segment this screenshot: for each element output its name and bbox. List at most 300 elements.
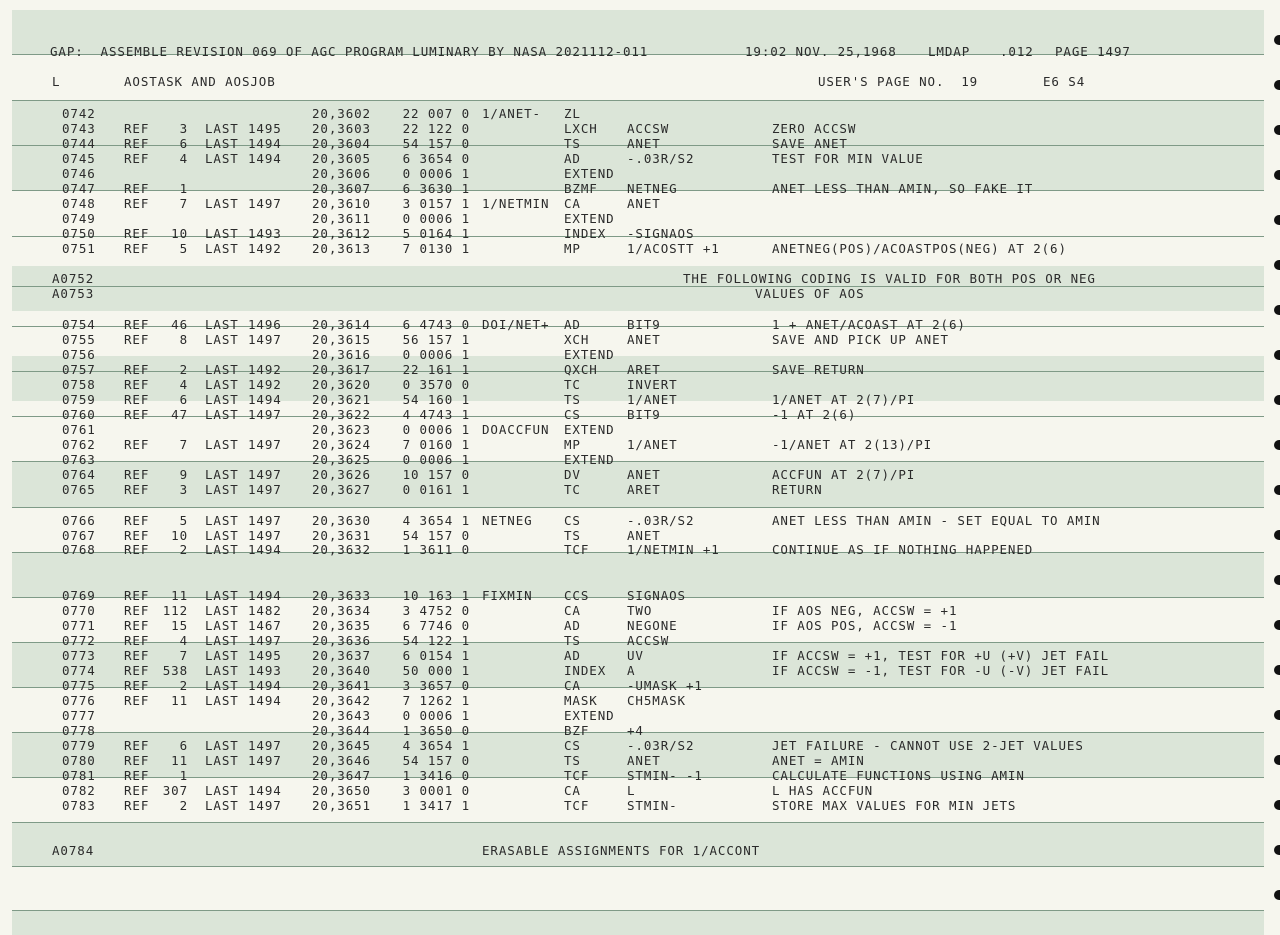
operand: UV (627, 648, 644, 663)
memory-address: 20,3603 (312, 121, 371, 136)
line-number: 0772 (62, 633, 96, 648)
octal-code: 22 161 1 (402, 362, 470, 377)
line-number: 0745 (62, 151, 96, 166)
line-number: 0782 (62, 783, 96, 798)
opcode: AD (564, 618, 581, 633)
last-page: 1497 (248, 196, 282, 211)
opcode: CS (564, 407, 581, 422)
ref-label: REF (124, 783, 150, 798)
ref-label: REF (124, 528, 150, 543)
octal-code: 7 1262 1 (402, 693, 470, 708)
ref-label: REF (124, 603, 150, 618)
ref-label: REF (124, 437, 150, 452)
octal-code: 0 0006 1 (402, 166, 470, 181)
line-number: 0765 (62, 482, 96, 497)
memory-address: 20,3642 (312, 693, 371, 708)
opcode: EXTEND (564, 211, 615, 226)
listing-row (0, 392, 1270, 407)
comment: CONTINUE AS IF NOTHING HAPPENED (772, 542, 1034, 557)
ref-count: 5 (179, 241, 188, 256)
last-label: LAST (205, 482, 239, 497)
last-page: 1492 (248, 362, 282, 377)
feed-hole-icon (1274, 305, 1280, 315)
opcode: CA (564, 196, 581, 211)
ref-count: 11 (171, 753, 188, 768)
ref-label: REF (124, 136, 150, 151)
octal-code: 6 4743 0 (402, 317, 470, 332)
ref-count: 11 (171, 693, 188, 708)
octal-code: 0 3570 0 (402, 377, 470, 392)
paper-band (12, 910, 1264, 935)
memory-address: 20,3616 (312, 347, 371, 362)
octal-code: 50 000 1 (402, 663, 470, 678)
line-number: 0764 (62, 467, 96, 482)
octal-code: 7 0160 1 (402, 437, 470, 452)
operand: BIT9 (627, 407, 661, 422)
operand: NETNEG (627, 181, 678, 196)
ref-label: REF (124, 467, 150, 482)
operand: ANET (627, 528, 661, 543)
memory-address: 20,3617 (312, 362, 371, 377)
comment: RETURN (772, 482, 823, 497)
listing-row (0, 347, 1270, 362)
line-number: 0762 (62, 437, 96, 452)
opcode: INDEX (564, 226, 607, 241)
line-number: 0777 (62, 708, 96, 723)
listing-row (0, 738, 1270, 753)
memory-address: 20,3606 (312, 166, 371, 181)
memory-address: 20,3647 (312, 768, 371, 783)
octal-code: 3 0157 1 (402, 196, 470, 211)
memory-address: 20,3645 (312, 738, 371, 753)
octal-code: 54 157 0 (402, 528, 470, 543)
ref-count: 47 (171, 407, 188, 422)
ref-count: 6 (179, 136, 188, 151)
line-number: 0757 (62, 362, 96, 377)
listing-row (0, 452, 1270, 467)
last-page: 1494 (248, 542, 282, 557)
memory-address: 20,3633 (312, 588, 371, 603)
listing-row (0, 377, 1270, 392)
symbol-label: 1/NETMIN (482, 196, 550, 211)
ref-label: REF (124, 648, 150, 663)
last-page: 1497 (248, 437, 282, 452)
paper-rule (12, 822, 1264, 823)
octal-code: 4 4743 1 (402, 407, 470, 422)
line-number: 0754 (62, 317, 96, 332)
operand: TWO (627, 603, 653, 618)
opcode: CS (564, 513, 581, 528)
line-number: 0779 (62, 738, 96, 753)
listing-row (0, 407, 1270, 422)
last-page: 1497 (248, 467, 282, 482)
opcode: TCF (564, 542, 590, 557)
line-number: 0780 (62, 753, 96, 768)
feed-hole-icon (1274, 710, 1280, 720)
line-number: 0771 (62, 618, 96, 633)
last-label: LAST (205, 241, 239, 256)
listing-row (0, 422, 1270, 437)
memory-address: 20,3641 (312, 678, 371, 693)
comment: CALCULATE FUNCTIONS USING AMIN (772, 768, 1025, 783)
memory-address: 20,3612 (312, 226, 371, 241)
operand: ANET (627, 467, 661, 482)
line-number: 0747 (62, 181, 96, 196)
comment: ACCFUN AT 2(7)/PI (772, 467, 916, 482)
listing-row (0, 542, 1270, 557)
last-page: 1494 (248, 588, 282, 603)
memory-address: 20,3651 (312, 798, 371, 813)
last-page: 1493 (248, 663, 282, 678)
ref-count: 1 (179, 768, 188, 783)
octal-code: 10 163 1 (402, 588, 470, 603)
listing-row (0, 783, 1270, 798)
ref-label: REF (124, 121, 150, 136)
opcode: BZF (564, 723, 590, 738)
listing-row (0, 467, 1270, 482)
line-number: 0775 (62, 678, 96, 693)
octal-code: 3 3657 0 (402, 678, 470, 693)
comment: ZERO ACCSW (772, 121, 857, 136)
ref-count: 10 (171, 528, 188, 543)
assembly-dot-value: .012 (1000, 44, 1034, 59)
octal-code: 3 0001 0 (402, 783, 470, 798)
operand: 1/NETMIN +1 (627, 542, 720, 557)
last-label: LAST (205, 196, 239, 211)
annotation-text: ERASABLE ASSIGNMENTS FOR 1/ACCONT (482, 843, 761, 858)
listing-row (0, 513, 1270, 528)
octal-code: 54 157 0 (402, 753, 470, 768)
last-label: LAST (205, 633, 239, 648)
listing-row (0, 753, 1270, 768)
annotation-text: VALUES OF AOS (755, 286, 865, 301)
comment: ANET LESS THAN AMIN, SO FAKE IT (772, 181, 1034, 196)
feed-hole-icon (1274, 260, 1280, 270)
line-number: 0768 (62, 542, 96, 557)
listing-row (0, 633, 1270, 648)
listing-row (0, 181, 1270, 196)
opcode: TS (564, 753, 581, 768)
listing-row (0, 211, 1270, 226)
opcode: CA (564, 678, 581, 693)
octal-code: 1 3650 0 (402, 723, 470, 738)
last-label: LAST (205, 136, 239, 151)
memory-address: 20,3630 (312, 513, 371, 528)
operand: L (627, 783, 636, 798)
comment: L HAS ACCFUN (772, 783, 874, 798)
ref-count: 15 (171, 618, 188, 633)
symbol-label: NETNEG (482, 513, 533, 528)
ref-count: 10 (171, 226, 188, 241)
octal-code: 4 3654 1 (402, 513, 470, 528)
ref-label: REF (124, 768, 150, 783)
line-number: 0770 (62, 603, 96, 618)
operand: -.03R/S2 (627, 513, 695, 528)
memory-address: 20,3607 (312, 181, 371, 196)
last-label: LAST (205, 467, 239, 482)
listing-row (0, 332, 1270, 347)
listing-row (0, 708, 1270, 723)
octal-code: 4 3654 1 (402, 738, 470, 753)
last-page: 1494 (248, 151, 282, 166)
sheet-code: E6 S4 (1043, 74, 1086, 89)
last-label: LAST (205, 618, 239, 633)
ref-count: 5 (179, 513, 188, 528)
line-number: 0783 (62, 798, 96, 813)
operand: NEGONE (627, 618, 678, 633)
annotation-number: A0752 (52, 271, 95, 286)
comment: ANET = AMIN (772, 753, 865, 768)
ref-label: REF (124, 678, 150, 693)
annotation-row (0, 271, 1270, 286)
ref-label: REF (124, 618, 150, 633)
ref-count: 6 (179, 738, 188, 753)
annotation-number: A0784 (52, 843, 95, 858)
line-number: 0746 (62, 166, 96, 181)
operand: STMIN- (627, 798, 678, 813)
listing-row (0, 136, 1270, 151)
opcode: CA (564, 783, 581, 798)
opcode: ZL (564, 106, 581, 121)
line-number: 0781 (62, 768, 96, 783)
listing-row (0, 798, 1270, 813)
comment: SAVE RETURN (772, 362, 865, 377)
opcode: CS (564, 738, 581, 753)
octal-code: 54 157 0 (402, 136, 470, 151)
feed-hole-icon (1274, 35, 1280, 45)
memory-address: 20,3640 (312, 663, 371, 678)
last-page: 1492 (248, 377, 282, 392)
ref-label: REF (124, 693, 150, 708)
assembly-job: LMDAP (928, 44, 971, 59)
comment: SAVE ANET (772, 136, 848, 151)
octal-code: 1 3416 0 (402, 768, 470, 783)
symbol-label: DOI/NET+ (482, 317, 550, 332)
operand: ACCSW (627, 633, 670, 648)
line-number: 0761 (62, 422, 96, 437)
octal-code: 22 007 0 (402, 106, 470, 121)
ref-label: REF (124, 151, 150, 166)
feed-hole-icon (1274, 575, 1280, 585)
ref-count: 3 (179, 121, 188, 136)
opcode: CA (564, 603, 581, 618)
line-number: 0743 (62, 121, 96, 136)
paper-rule (12, 866, 1264, 867)
operand: STMIN- -1 (627, 768, 703, 783)
listing-row (0, 437, 1270, 452)
line-number: 0756 (62, 347, 96, 362)
opcode: TC (564, 377, 581, 392)
opcode: AD (564, 151, 581, 166)
last-label: LAST (205, 798, 239, 813)
comment: STORE MAX VALUES FOR MIN JETS (772, 798, 1017, 813)
last-page: 1482 (248, 603, 282, 618)
listing-row (0, 693, 1270, 708)
memory-address: 20,3636 (312, 633, 371, 648)
ref-count: 4 (179, 633, 188, 648)
octal-code: 0 0006 1 (402, 347, 470, 362)
listing-row (0, 648, 1270, 663)
octal-code: 6 7746 0 (402, 618, 470, 633)
octal-code: 3 4752 0 (402, 603, 470, 618)
comment: TEST FOR MIN VALUE (772, 151, 924, 166)
opcode: DV (564, 467, 581, 482)
ref-count: 9 (179, 467, 188, 482)
memory-address: 20,3620 (312, 377, 371, 392)
line-number: 0778 (62, 723, 96, 738)
section-letter: L (52, 74, 61, 89)
last-label: LAST (205, 738, 239, 753)
opcode: EXTEND (564, 452, 615, 467)
last-label: LAST (205, 603, 239, 618)
last-page: 1497 (248, 738, 282, 753)
operand: CH5MASK (627, 693, 686, 708)
ref-label: REF (124, 753, 150, 768)
last-page: 1497 (248, 753, 282, 768)
last-label: LAST (205, 437, 239, 452)
last-page: 1497 (248, 798, 282, 813)
opcode: EXTEND (564, 422, 615, 437)
line-number: 0767 (62, 528, 96, 543)
ref-count: 7 (179, 648, 188, 663)
operand: 1/ACOSTT +1 (627, 241, 720, 256)
last-label: LAST (205, 121, 239, 136)
last-label: LAST (205, 362, 239, 377)
memory-address: 20,3605 (312, 151, 371, 166)
memory-address: 20,3627 (312, 482, 371, 497)
memory-address: 20,3615 (312, 332, 371, 347)
operand: -.03R/S2 (627, 738, 695, 753)
line-number: 0773 (62, 648, 96, 663)
line-number: 0774 (62, 663, 96, 678)
memory-address: 20,3624 (312, 437, 371, 452)
ref-count: 2 (179, 542, 188, 557)
symbol-label: FIXMIN (482, 588, 533, 603)
operand: BIT9 (627, 317, 661, 332)
operand: ANET (627, 753, 661, 768)
last-label: LAST (205, 753, 239, 768)
listing-row (0, 226, 1270, 241)
memory-address: 20,3631 (312, 528, 371, 543)
last-label: LAST (205, 407, 239, 422)
memory-address: 20,3632 (312, 542, 371, 557)
octal-code: 0 0006 1 (402, 708, 470, 723)
ref-label: REF (124, 738, 150, 753)
feed-hole-icon (1274, 485, 1280, 495)
listing-row (0, 241, 1270, 256)
feed-hole-icon (1274, 80, 1280, 90)
feed-hole-icon (1274, 755, 1280, 765)
line-number: 0759 (62, 392, 96, 407)
last-label: LAST (205, 317, 239, 332)
ref-count: 4 (179, 151, 188, 166)
last-page: 1497 (248, 407, 282, 422)
octal-code: 0 0006 1 (402, 452, 470, 467)
listing-row (0, 362, 1270, 377)
operand: -.03R/S2 (627, 151, 695, 166)
memory-address: 20,3635 (312, 618, 371, 633)
opcode: LXCH (564, 121, 598, 136)
paper-rule (12, 910, 1264, 911)
memory-address: 20,3610 (312, 196, 371, 211)
feed-hole-icon (1274, 440, 1280, 450)
octal-code: 6 3654 0 (402, 151, 470, 166)
last-label: LAST (205, 377, 239, 392)
opcode: XCH (564, 332, 590, 347)
ref-count: 2 (179, 798, 188, 813)
octal-code: 6 3630 1 (402, 181, 470, 196)
memory-address: 20,3646 (312, 753, 371, 768)
ref-count: 112 (162, 603, 188, 618)
last-label: LAST (205, 693, 239, 708)
listing-row (0, 196, 1270, 211)
listing-row (0, 106, 1270, 121)
feed-hole-icon (1274, 395, 1280, 405)
listing-row (0, 603, 1270, 618)
ref-count: 538 (162, 663, 188, 678)
listing-row (0, 768, 1270, 783)
ref-count: 3 (179, 482, 188, 497)
last-page: 1494 (248, 136, 282, 151)
comment: 1/ANET AT 2(7)/PI (772, 392, 916, 407)
ref-label: REF (124, 332, 150, 347)
last-page: 1496 (248, 317, 282, 332)
line-number: 0744 (62, 136, 96, 151)
paper-rule (12, 507, 1264, 508)
memory-address: 20,3604 (312, 136, 371, 151)
last-label: LAST (205, 392, 239, 407)
listing-row (0, 528, 1270, 543)
operand: A (627, 663, 636, 678)
memory-address: 20,3621 (312, 392, 371, 407)
last-label: LAST (205, 678, 239, 693)
ref-label: REF (124, 317, 150, 332)
last-page: 1467 (248, 618, 282, 633)
comment: -1/ANET AT 2(13)/PI (772, 437, 933, 452)
octal-code: 6 0154 1 (402, 648, 470, 663)
ref-count: 7 (179, 437, 188, 452)
ref-label: REF (124, 241, 150, 256)
operand: INVERT (627, 377, 678, 392)
line-number: 0769 (62, 588, 96, 603)
operand: SIGNAOS (627, 588, 686, 603)
line-number: 0749 (62, 211, 96, 226)
memory-address: 20,3634 (312, 603, 371, 618)
annotation-row (0, 843, 1270, 858)
memory-address: 20,3643 (312, 708, 371, 723)
ref-count: 46 (171, 317, 188, 332)
listing-row (0, 317, 1270, 332)
octal-code: 0 0006 1 (402, 422, 470, 437)
memory-address: 20,3644 (312, 723, 371, 738)
comment: IF AOS POS, ACCSW = -1 (772, 618, 958, 633)
paper-rule (12, 100, 1264, 101)
memory-address: 20,3626 (312, 467, 371, 482)
octal-code: 7 0130 1 (402, 241, 470, 256)
last-page: 1492 (248, 241, 282, 256)
ref-label: REF (124, 226, 150, 241)
line-number: 0760 (62, 407, 96, 422)
opcode: TS (564, 633, 581, 648)
feed-hole-icon (1274, 845, 1280, 855)
line-number: 0748 (62, 196, 96, 211)
feed-hole-icon (1274, 620, 1280, 630)
ref-label: REF (124, 542, 150, 557)
last-label: LAST (205, 332, 239, 347)
opcode: TS (564, 136, 581, 151)
ref-label: REF (124, 407, 150, 422)
operand: ARET (627, 362, 661, 377)
